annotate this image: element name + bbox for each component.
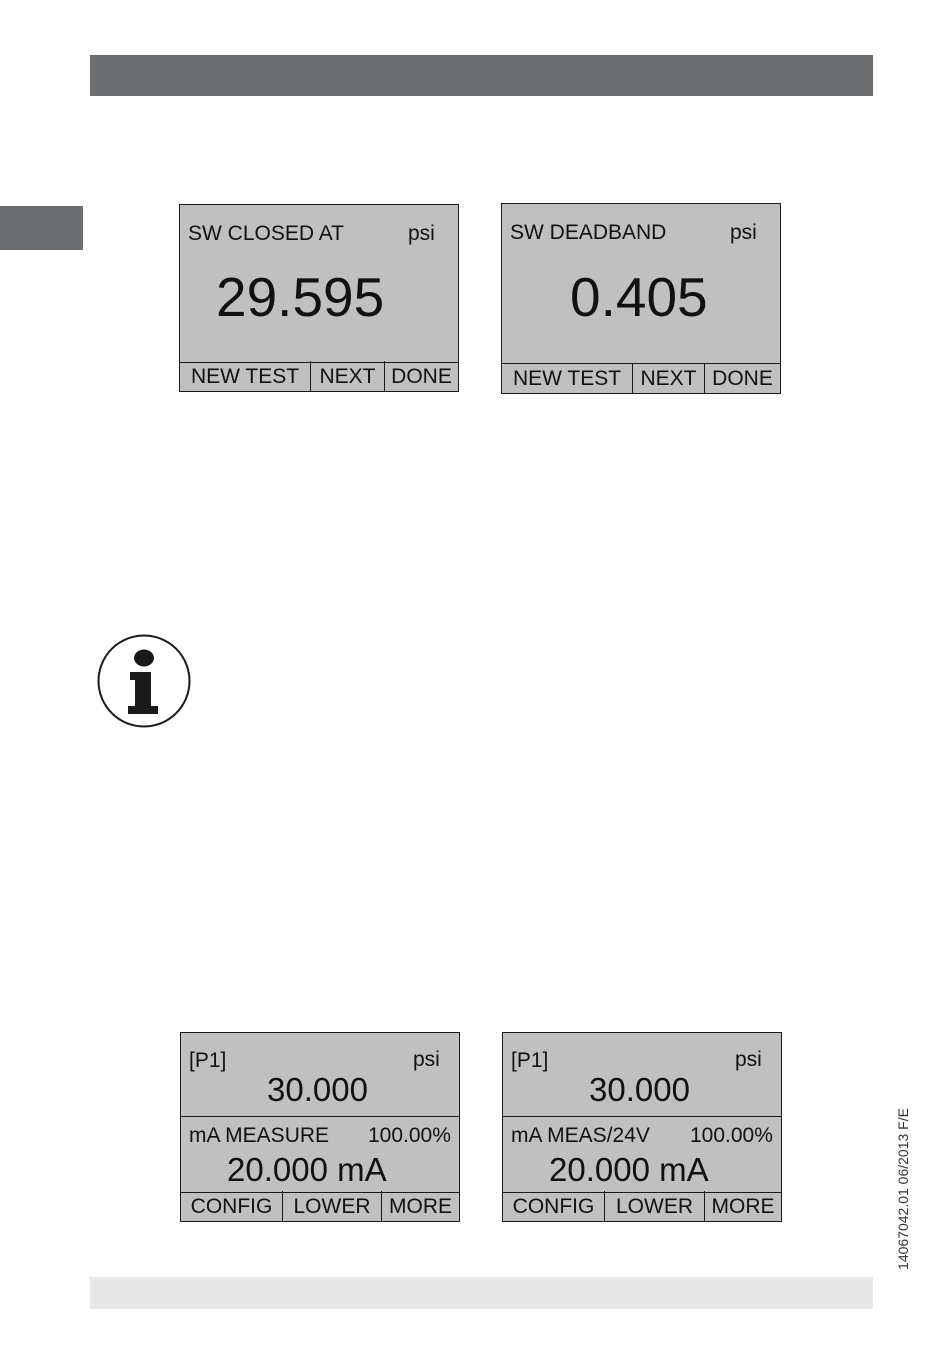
lcd-ma-measure-display <box>180 1032 460 1222</box>
lcd-unit: psi <box>730 221 757 244</box>
lcd-softkey-bar <box>503 1191 781 1221</box>
softkey-done[interactable]: DONE <box>384 361 458 391</box>
lcd-title: SW CLOSED AT <box>188 222 344 245</box>
lcd-unit: psi <box>735 1048 762 1071</box>
lcd-mode-label: mA MEASURE <box>189 1124 330 1147</box>
page-header-bar <box>90 55 873 96</box>
chapter-tab-marker <box>0 206 83 250</box>
softkey-more[interactable]: MORE <box>381 1191 459 1221</box>
lcd-title: SW DEADBAND <box>510 221 667 244</box>
lcd-percent: 100.00% <box>368 1124 451 1147</box>
lcd-softkey-bar <box>181 1191 459 1221</box>
lcd-main-value: 0.405 <box>570 266 708 328</box>
lcd-percent: 100.00% <box>690 1124 773 1147</box>
lcd-current-value: 20.000 mA <box>227 1151 387 1188</box>
lcd-divider <box>503 1116 781 1117</box>
lcd-port-label: [P1] <box>189 1049 227 1072</box>
softkey-next[interactable]: NEXT <box>310 361 384 391</box>
softkey-more[interactable]: MORE <box>704 1191 781 1221</box>
info-icon <box>97 634 191 728</box>
lcd-ma-meas-24v-display <box>502 1032 782 1222</box>
lcd-main-value: 29.595 <box>216 266 385 328</box>
softkey-done[interactable]: DONE <box>704 363 780 393</box>
lcd-current-value: 20.000 mA <box>549 1151 709 1188</box>
lcd-divider <box>181 1116 459 1117</box>
lcd-unit: psi <box>413 1048 440 1071</box>
lcd-port-label: [P1] <box>511 1049 549 1072</box>
lcd-unit: psi <box>408 222 435 245</box>
lcd-sw-deadband-display <box>501 203 781 394</box>
softkey-new-test[interactable]: NEW TEST <box>190 365 300 388</box>
page-footer-bar <box>90 1277 873 1309</box>
softkey-lower[interactable]: LOWER <box>282 1191 381 1221</box>
softkey-config[interactable]: CONFIG <box>190 1195 273 1218</box>
document-code: 14067042.01 06/2013 F/E <box>895 1108 911 1270</box>
lcd-pressure-value: 30.000 <box>267 1071 368 1108</box>
softkey-config[interactable]: CONFIG <box>512 1195 595 1218</box>
lcd-softkey-bar <box>180 361 458 391</box>
lcd-pressure-value: 30.000 <box>589 1071 690 1108</box>
softkey-next[interactable]: NEXT <box>632 363 704 393</box>
lcd-mode-label: mA MEAS/24V <box>511 1124 650 1147</box>
lcd-sw-closed-display <box>179 204 459 392</box>
softkey-new-test[interactable]: NEW TEST <box>512 367 622 390</box>
lcd-softkey-bar <box>502 363 780 393</box>
softkey-lower[interactable]: LOWER <box>604 1191 704 1221</box>
